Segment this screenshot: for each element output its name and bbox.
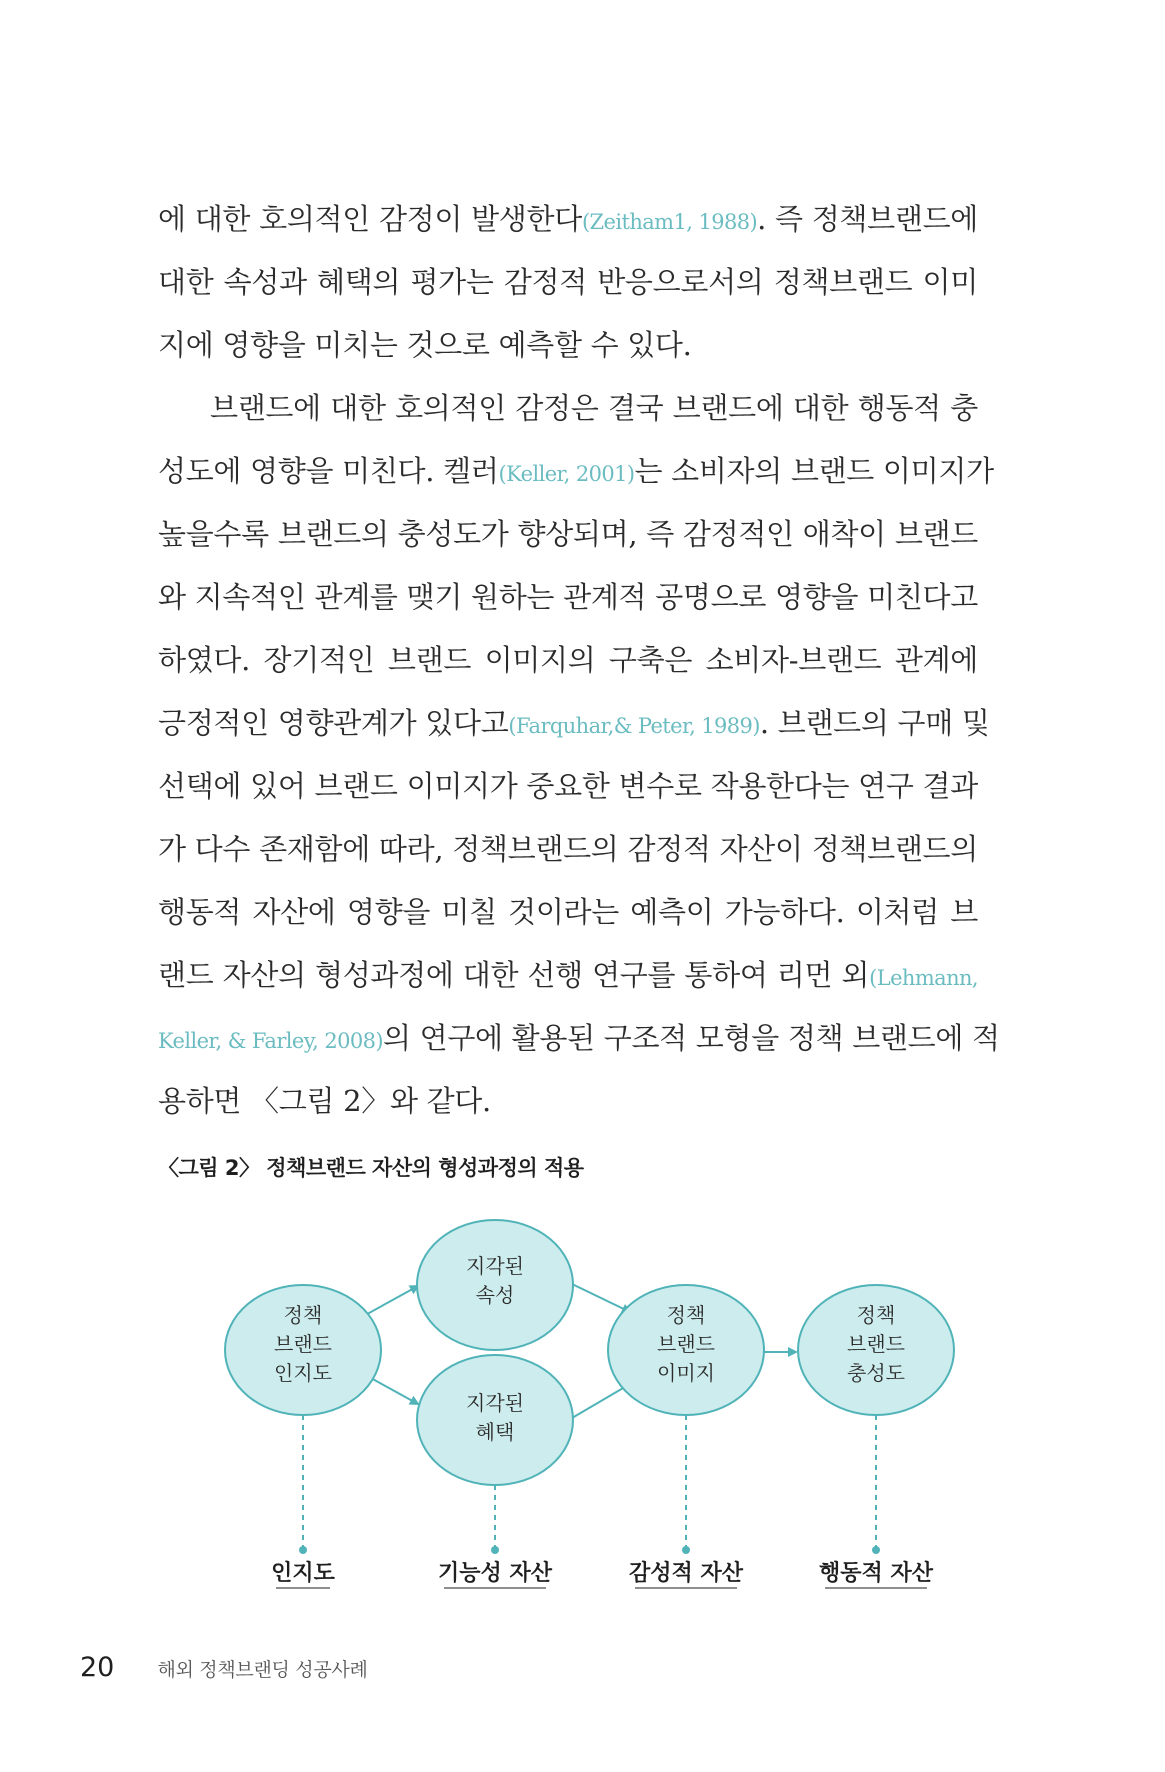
node-label: 정책 — [856, 1303, 896, 1327]
body-text-run: 성도에 영향을 미친다. 켈러 — [158, 454, 499, 488]
brand-equity-diagram — [0, 1200, 1165, 1600]
body-text-run: 가 다수 존재함에 따라, 정책브랜드의 감정적 자산이 정책브랜드의 — [158, 832, 978, 866]
connector-dot — [491, 1546, 499, 1554]
body-text-run: 용하면 〈그림 2〉와 같다. — [158, 1084, 491, 1118]
body-line — [158, 1070, 978, 1133]
asset-label-functional: 기능성 자산 — [438, 1561, 552, 1586]
citation: Keller, & Farley, 2008) — [158, 1029, 383, 1053]
figure-title: 〈그림 2〉 정책브랜드 자산의 형성과정의 적용 — [158, 1156, 584, 1180]
body-text-run: 행동적 자산에 영향을 미칠 것이라는 예측이 가능하다. 이처럼 브 — [158, 895, 978, 929]
arrow-awareness-to-attributes — [360, 1286, 418, 1318]
arrow-attributes-to-image — [572, 1284, 630, 1312]
connector-dot — [299, 1546, 307, 1554]
body-text-run: 대한 속성과 혜택의 평가는 감정적 반응으로서의 정책브랜드 이미 — [158, 265, 978, 299]
body-text-run: 브랜드에 대한 호의적인 감정은 결국 브랜드에 대한 행동적 충 — [210, 391, 978, 425]
body-text-run: . 즉 정책브랜드에 — [757, 202, 979, 236]
asset-label-awareness: 인지도 — [271, 1561, 335, 1586]
body-text-run: 지에 영향을 미치는 것으로 예측할 수 있다. — [158, 328, 692, 362]
body-text-run: 긍정적인 영향관계가 있다고 — [158, 706, 509, 740]
body-line — [158, 440, 994, 503]
citation: (Zeitham1, 1988) — [581, 210, 758, 234]
node-label: 충성도 — [847, 1361, 905, 1385]
body-line — [158, 944, 978, 1007]
body-line — [158, 692, 990, 755]
asset-label-emotional: 감성적 자산 — [629, 1561, 743, 1586]
connector-dot — [872, 1546, 880, 1554]
node-label: 정책 — [666, 1303, 706, 1327]
node-label: 속성 — [475, 1283, 515, 1307]
asset-label-behavioral: 행동적 자산 — [819, 1561, 933, 1586]
body-text-run: 의 연구에 활용된 구조적 모형을 정책 브랜드에 적 — [382, 1021, 1000, 1055]
node-label: 지각된 — [466, 1254, 524, 1278]
body-line — [158, 1007, 1000, 1070]
body-text-run: 선택에 있어 브랜드 이미지가 중요한 변수로 작용한다는 연구 결과 — [158, 769, 978, 803]
body-line — [158, 251, 978, 314]
node-label: 혜택 — [475, 1420, 515, 1444]
body-text-run: 랜드 자산의 형성과정에 대한 선행 연구를 통하여 리먼 외 — [158, 958, 870, 992]
body-line — [158, 818, 978, 881]
node-brand-image — [608, 1285, 764, 1415]
body-line — [158, 503, 978, 566]
body-line — [158, 629, 978, 692]
body-text-run: 에 대한 호의적인 감정이 발생한다 — [158, 202, 582, 236]
node-label: 지각된 — [466, 1391, 524, 1415]
node-label: 브랜드 — [274, 1332, 332, 1356]
body-text-run: 하였다. 장기적인 브랜드 이미지의 구축은 소비자-브랜드 관계에 — [158, 643, 978, 677]
body-text — [158, 188, 1000, 1133]
body-text-run: 는 소비자의 브랜드 이미지가 — [634, 454, 994, 488]
node-label: 인지도 — [274, 1361, 332, 1385]
citation: (Lehmann, — [869, 966, 978, 990]
body-line — [158, 881, 978, 944]
book-title: 해외 정책브랜딩 성공사례 — [157, 1659, 368, 1681]
connector-dot — [682, 1546, 690, 1554]
page-number: 20 — [80, 1652, 115, 1683]
node-brand-loyalty — [798, 1285, 954, 1415]
body-text-run: . 브랜드의 구매 및 — [759, 706, 990, 740]
citation: (Farquhar,& Peter, 1989) — [508, 714, 760, 738]
node-awareness — [225, 1285, 381, 1415]
body-line — [158, 566, 978, 629]
node-label: 브랜드 — [657, 1332, 715, 1356]
body-line — [158, 188, 978, 251]
body-line — [158, 755, 978, 818]
citation: (Keller, 2001) — [498, 462, 635, 486]
arrow-benefits-to-image — [572, 1384, 630, 1418]
node-perceived-attributes — [417, 1220, 573, 1350]
node-label: 브랜드 — [847, 1332, 905, 1356]
node-label: 이미지 — [657, 1361, 715, 1385]
page-footer — [80, 1652, 368, 1683]
node-label: 정책 — [283, 1303, 323, 1327]
body-text-run: 와 지속적인 관계를 맺기 원하는 관계적 공명으로 영향을 미친다고 — [158, 580, 978, 614]
body-text-run: 높을수록 브랜드의 충성도가 향상되며, 즉 감정적인 애착이 브랜드 — [158, 517, 978, 551]
body-line — [158, 377, 978, 440]
node-perceived-benefits — [417, 1355, 573, 1485]
body-line — [158, 314, 978, 377]
